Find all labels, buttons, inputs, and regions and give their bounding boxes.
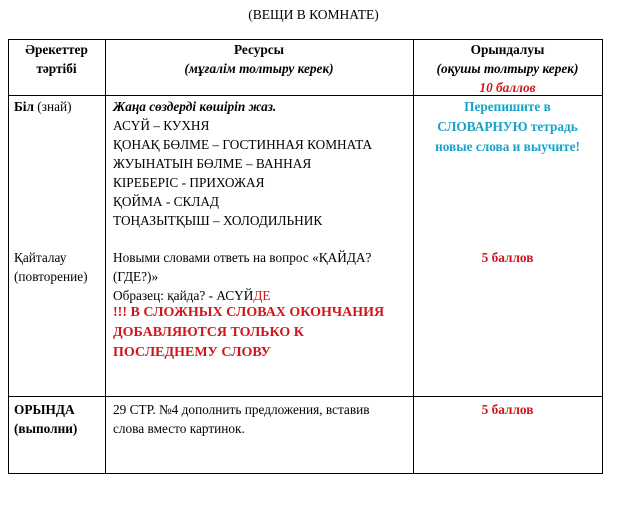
- repeat-task: Новыми словами ответь на вопрос «ҚАЙДА? (ГДЕ?)» Образец: қайда? - АСҮЙДЕ: [113, 250, 372, 303]
- header-col-result: Орындалуы (оқушы толтыру керек) 10 баллов: [413, 40, 602, 97]
- table-border-left: [8, 39, 9, 474]
- stage-label-repeat: Қайталау (повторение): [14, 250, 88, 284]
- list-item: ҚОЙМА - СКЛАД: [113, 194, 220, 209]
- page-title: (ВЕЩИ В КОМНАТЕ): [248, 7, 379, 22]
- case-ending: ДЕ: [253, 288, 271, 303]
- list-item: КІРЕБЕРІС - ПРИХОЖАЯ: [113, 175, 265, 190]
- points-total: 10 баллов: [479, 80, 536, 95]
- stage-label-do: ОРЫНДА (выполни): [14, 402, 78, 436]
- table-border-right: [602, 39, 603, 474]
- vocabulary-list: [113, 97, 372, 230]
- rewrite-instruction: Перепишите в СЛОВАРНУЮ тетрадь новые слова и выучите!: [435, 99, 580, 154]
- header-col-stage: Әрекеттер тәртібі: [25, 42, 88, 76]
- points-badge: 5 баллов: [481, 402, 534, 417]
- example-line: Образец: қайда? - АСҮЙДЕ: [113, 288, 271, 303]
- table-border-bottom: [8, 473, 603, 474]
- exercise-task: 29 СТР. №4 дополнить предложения, вставив слова вместо картинок.: [113, 402, 370, 436]
- header-col-resources: Ресурсы (мұғалім толтыру керек): [184, 42, 334, 76]
- vocabulary-heading: Жаңа сөздерді көшіріп жаз.: [113, 99, 277, 114]
- points-badge: 5 баллов: [481, 250, 534, 265]
- column-divider-1: [105, 39, 106, 474]
- list-item: ҚОНАҚ БӨЛМЕ – ГОСТИННАЯ КОМНАТА: [113, 137, 373, 152]
- stage-label-know: Біл (знай): [14, 99, 72, 114]
- list-item: ЖУЫНАТЫН БӨЛМЕ – ВАННАЯ: [113, 156, 312, 171]
- list-item: ТОҢАЗЫТҚЫШ – ХОЛОДИЛЬНИК: [113, 213, 323, 228]
- rule-note: !!! В СЛОЖНЫХ СЛОВАХ ОКОНЧАНИЯ ДОБАВЛЯЮТСЯ ТОЛЬКО К ПОСЛЕДНЕМУ СЛОВУ: [113, 305, 385, 360]
- row-divider: [8, 396, 603, 397]
- list-item: АСҮЙ – КУХНЯ: [113, 118, 210, 133]
